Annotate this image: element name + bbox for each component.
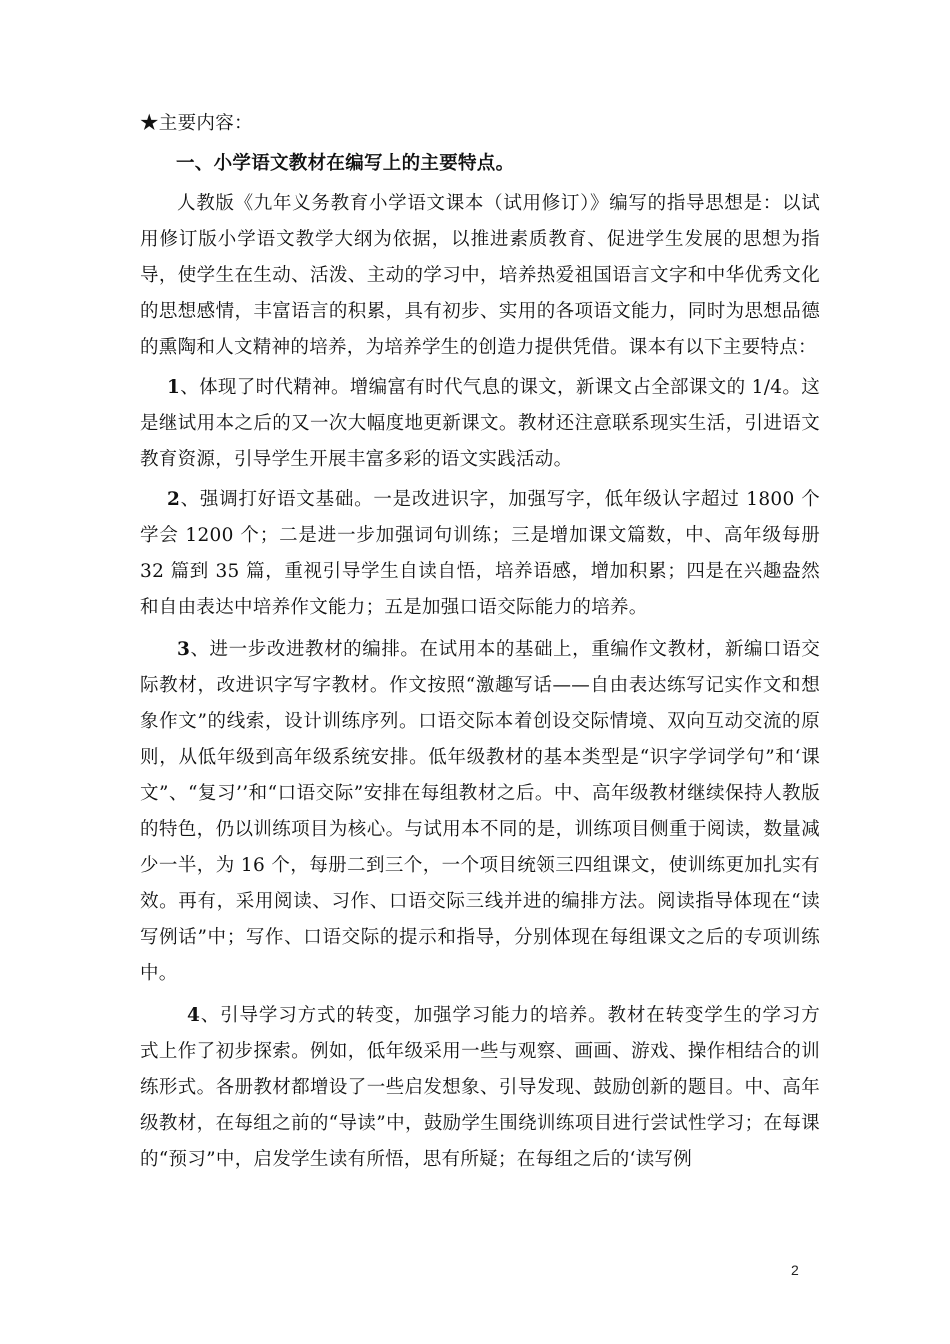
document-body bbox=[140, 106, 820, 1178]
point-paragraph-3 bbox=[140, 632, 820, 992]
point-text: 、进一步改进教材的编排。在试用本的基础上，重编作文教材，新编口语交际教材，改进识字写字教材。作文按照“激趣写话——自由表达练写记实作文和想象作文”的线索，设计训练序列。口语交际本着创设交际情境、双向互动交流的原则，从低年级到高年级系统安排。低年级教材的基本类型是“识字学词学句”和‘课文”、“复习’’和“口语交际”安排在每组教材之后。中、高年级教材继续保持人教版的特色，仍以训练项目为核心。与试用本不同的是，训练项目侧重于阅读，数量减少一半，为 16 个，每册二到三个，一个项目统领三四组课文，使训练更加扎实有效。再有，采用阅读、习作、口语交际三线并进的编排方法。阅读指导体现在“读写例话”中；写作、口语交际的提示和指导，分别体现在每组课文之后的专项训练中。 bbox=[140, 639, 820, 984]
page-number: 2 bbox=[791, 1262, 799, 1278]
point-paragraph-1 bbox=[140, 370, 820, 478]
section-title: 一、小学语文教材在编写上的主要特点。 bbox=[176, 153, 515, 174]
point-text: 、强调打好语文基础。一是改进识字，加强写字，低年级认字超过 1800 个学会 1200 个；二是进一步加强词句训练；三是增加课文篇数，中、高年级每册 32 篇到 35 篇，重视引导学生自读自悟，培养语感，增加积累；四是在兴趣盎然和自由表达中培养作文能力；五是加强口语交际能力的培养。 bbox=[140, 489, 820, 618]
point-number: 3 bbox=[177, 639, 191, 660]
point-number: 2 bbox=[167, 489, 181, 510]
point-paragraph-4 bbox=[140, 998, 820, 1178]
point-text: 、体现了时代精神。增编富有时代气息的课文，新课文占全部课文的 1/4。这是继试用本之后的又一次大幅度地更新课文。教材还注意联系现实生活，引进语文教育资源，引导学生开展丰富多彩的语文实践活动。 bbox=[140, 377, 820, 470]
intro-paragraph: 人教版《九年义务教育小学语文课本（试用修订）》编写的指导思想是：以试用修订版小学语文教学大纲为依据，以推进素质教育、促进学生发展的思想为指导，使学生在生动、活泼、主动的学习中，培养热爱祖国语言文字和中华优秀文化的思想感情，丰富语言的积累，具有初步、实用的各项语文能力，同时为思想品德的熏陶和人文精神的培养，为培养学生的创造力提供凭借。课本有以下主要特点： bbox=[140, 193, 820, 358]
point-paragraph-2 bbox=[140, 482, 820, 626]
point-text: 、引导学习方式的转变，加强学习能力的培养。教材在转变学生的学习方式上作了初步探索。例如，低年级采用一些与观察、画画、游戏、操作相结合的训练形式。各册教材都增设了一些启发想象、引导发现、鼓励创新的题目。中、高年级教材，在每组之前的“导读”中，鼓励学生围绕训练项目进行尝试性学习；在每课的“预习”中，启发学生读有所悟，思有所疑；在每组之后的‘读写例 bbox=[140, 1005, 820, 1170]
point-number: 1 bbox=[167, 377, 181, 398]
star-heading: ★主要内容： bbox=[140, 113, 253, 134]
point-number: 4 bbox=[187, 1005, 201, 1026]
